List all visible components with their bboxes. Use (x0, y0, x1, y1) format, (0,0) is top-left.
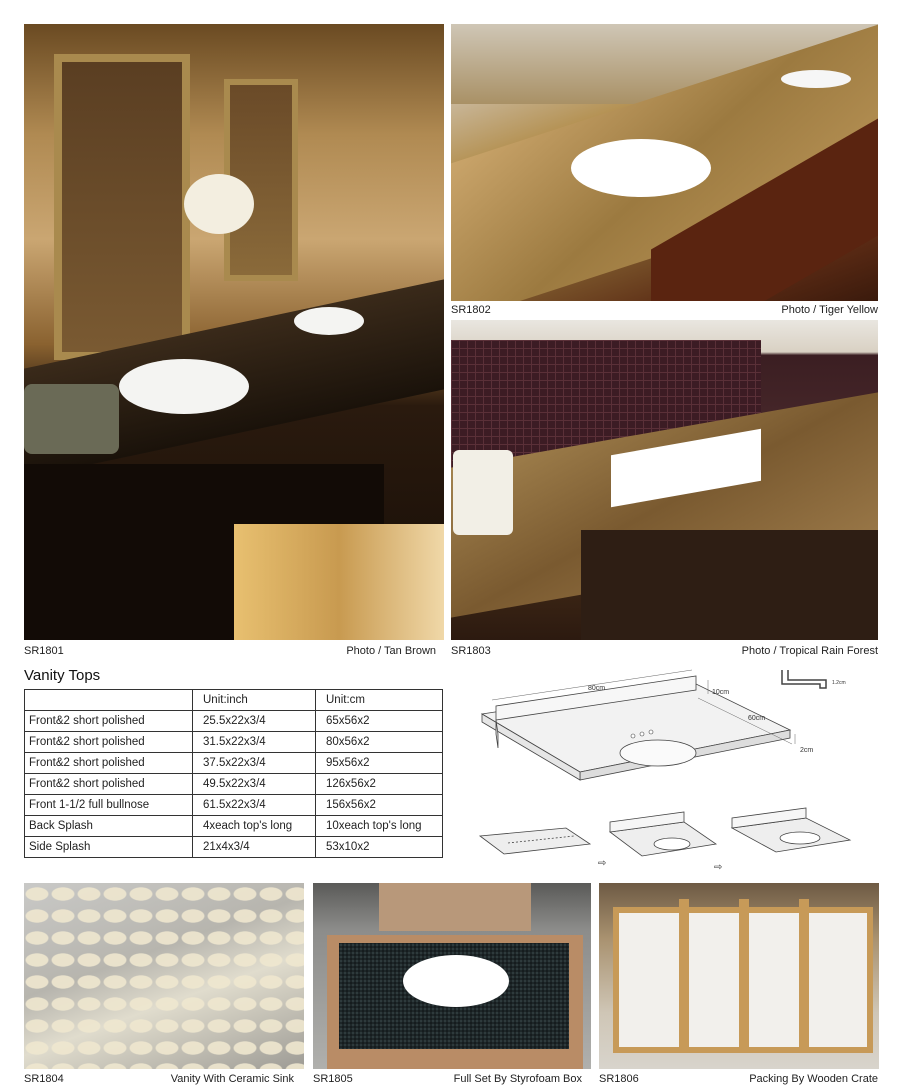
table-row (25, 837, 443, 858)
photo-code: SR1806 (599, 1073, 639, 1085)
table-cell: 10xeach top's long (316, 816, 443, 837)
sink-far (781, 70, 851, 88)
photo-styrofoam-box-set (313, 883, 591, 1069)
table-cell: Back Splash (25, 816, 193, 837)
table-cell: Front 1-1/2 full bullnose (25, 795, 193, 816)
table-cell: 25.5x22x3/4 (193, 711, 316, 732)
photo-caption: Packing By Wooden Crate (749, 1073, 878, 1085)
assembly-step-2 (610, 812, 716, 856)
column-header (25, 690, 193, 711)
box-lid (379, 883, 531, 931)
table-cell: 156x56x2 (316, 795, 443, 816)
table-cell: 37.5x22x3/4 (193, 753, 316, 774)
crate-slat (679, 899, 689, 1049)
arrow-icon: ⇨ (714, 862, 723, 872)
photo-tan-brown-bathroom (24, 24, 444, 640)
sink-cutout (620, 740, 696, 766)
photo-tropical-rain-forest-vanity (451, 320, 878, 640)
sink (403, 955, 509, 1007)
crate-slat (799, 899, 809, 1049)
table-cell: Front&2 short polished (25, 732, 193, 753)
flower-bouquet (184, 174, 254, 234)
table-row (25, 774, 443, 795)
photo-code: SR1802 (451, 304, 491, 316)
table-cell: 126x56x2 (316, 774, 443, 795)
sink-rows (24, 883, 304, 1069)
crate-slat (739, 899, 749, 1049)
photo-code: SR1801 (24, 645, 64, 657)
table-cell: Front&2 short polished (25, 753, 193, 774)
sink-left (119, 359, 249, 414)
table-cell: 21x4x3/4 (193, 837, 316, 858)
column-header: Unit:inch (193, 690, 316, 711)
photo-caption: Photo / Tan Brown (346, 645, 436, 657)
profile-label: 1.2cm (832, 680, 846, 686)
assembly-step-1 (480, 828, 590, 854)
photo-caption: Full Set By Styrofoam Box (453, 1073, 582, 1085)
table-cell: 4xeach top's long (193, 816, 316, 837)
towel (24, 384, 119, 454)
profile-sketch (782, 670, 826, 688)
width-label: 80cm (588, 685, 606, 692)
table-row (25, 711, 443, 732)
table-cell: 49.5x22x3/4 (193, 774, 316, 795)
table-row (25, 732, 443, 753)
table-cell: 31.5x22x3/4 (193, 732, 316, 753)
table-cell: 80x56x2 (316, 732, 443, 753)
assembly-step-3 (732, 808, 850, 852)
table-cell: 65x56x2 (316, 711, 443, 732)
table-cell: 61.5x22x3/4 (193, 795, 316, 816)
cabinet (581, 530, 878, 640)
photo-caption: Vanity With Ceramic Sink (170, 1073, 294, 1085)
vanity-top-dimension-diagram (470, 662, 890, 872)
floor-light (234, 524, 444, 640)
mirror-left (54, 54, 190, 360)
photo-tiger-yellow-vanity (451, 24, 878, 301)
table-cell: Front&2 short polished (25, 711, 193, 732)
table-cell: Front&2 short polished (25, 774, 193, 795)
table-cell: Side Splash (25, 837, 193, 858)
table-row (25, 795, 443, 816)
photo-ceramic-sinks-warehouse (24, 883, 304, 1069)
photo-code: SR1804 (24, 1073, 64, 1085)
table-cell: 95x56x2 (316, 753, 443, 774)
photo-code: SR1805 (313, 1073, 353, 1085)
thickness-label: 2cm (800, 747, 814, 754)
table-row (25, 753, 443, 774)
height-label: 10cm (712, 689, 730, 696)
main-slab (482, 676, 790, 780)
plant-pot (453, 450, 513, 535)
table-row (25, 816, 443, 837)
sink-right (294, 307, 364, 335)
photo-caption: Photo / Tropical Rain Forest (741, 645, 878, 657)
section-title: Vanity Tops (24, 667, 101, 684)
table-cell: 53x10x2 (316, 837, 443, 858)
arrow-icon: ⇨ (598, 858, 607, 869)
photo-caption: Photo / Tiger Yellow (781, 304, 878, 316)
photo-code: SR1803 (451, 645, 491, 657)
sink (571, 139, 711, 197)
vanity-tops-table (24, 689, 443, 858)
table-header-row (25, 690, 443, 711)
column-header: Unit:cm (316, 690, 443, 711)
photo-wooden-crate (599, 883, 879, 1069)
depth-label: 60cm (748, 715, 766, 722)
